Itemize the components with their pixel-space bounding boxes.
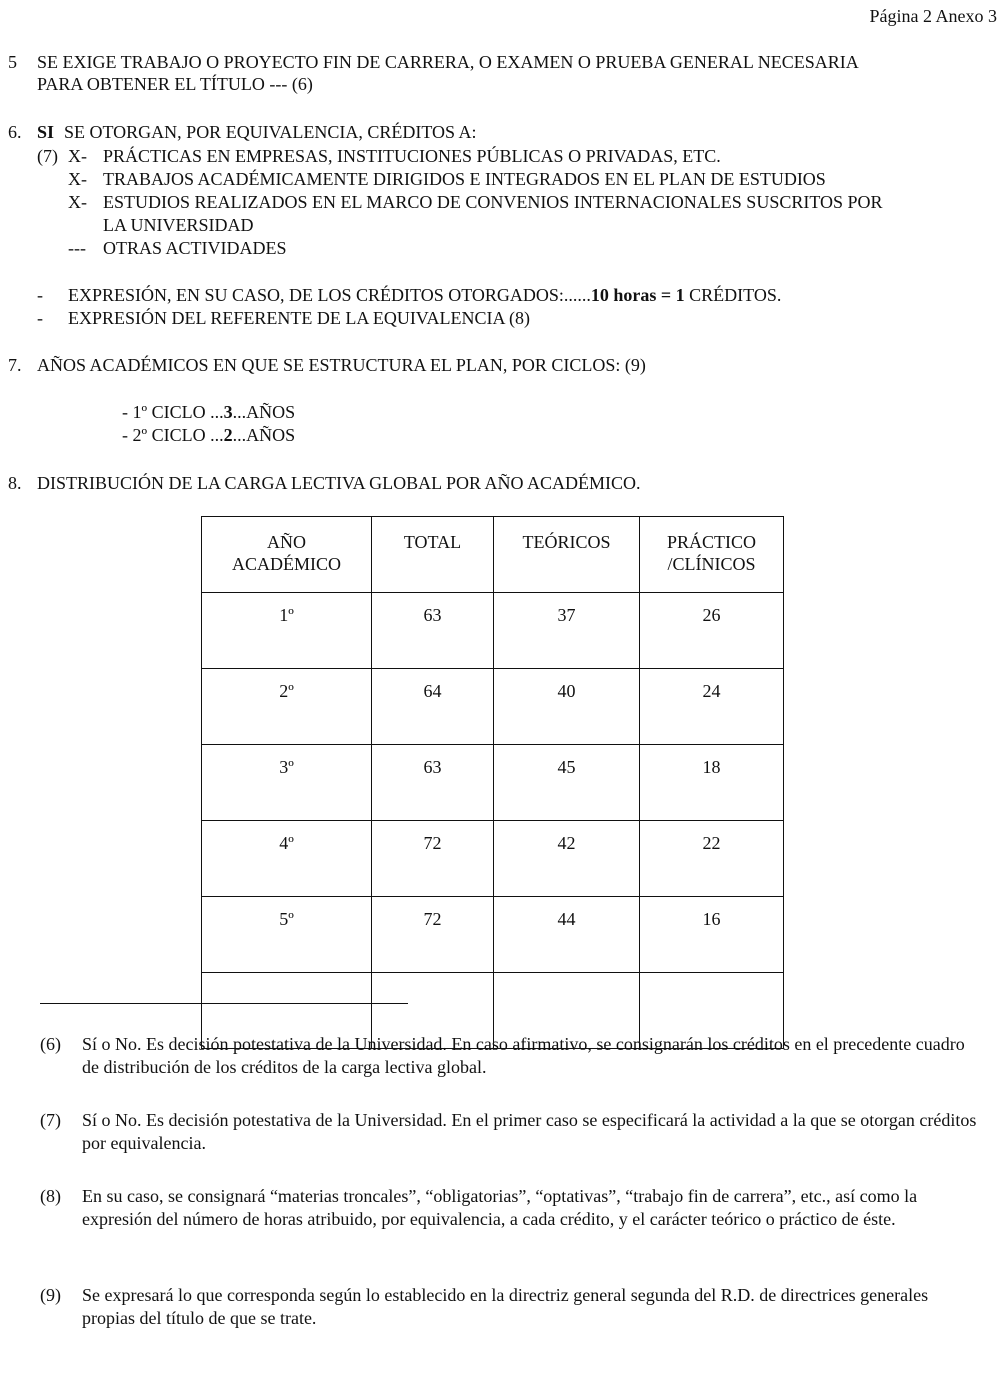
dash-marker: - (37, 308, 43, 328)
header-ano-academico (202, 517, 372, 593)
option-marker: X- (68, 146, 87, 166)
option-text: ESTUDIOS REALIZADOS EN EL MARCO DE CONVENIOS INTERNACIONALES SUSCRITOS POR (103, 192, 883, 212)
header-line: TOTAL (403, 532, 462, 552)
header-total (372, 517, 494, 593)
option-text: PRÁCTICAS EN EMPRESAS, INSTITUCIONES PÚBLICAS O PRIVADAS, ETC. (103, 146, 721, 166)
table-row (202, 593, 784, 669)
item5-line2: PARA OBTENER EL TÍTULO --- (6) (37, 74, 313, 94)
credits-expression-prefix: EXPRESIÓN, EN SU CASO, DE LOS CRÉDITOS OTORGADOS:...... (68, 285, 591, 305)
footnote-separator (40, 1003, 408, 1004)
option-marker: X- (68, 169, 87, 189)
table-cell: 72 (372, 821, 494, 897)
option-text: OTRAS ACTIVIDADES (103, 238, 287, 258)
table-cell: 44 (494, 897, 640, 973)
table-cell: 63 (372, 745, 494, 821)
footnote (40, 1109, 980, 1155)
item6-intro: SE OTORGAN, POR EQUIVALENCIA, CRÉDITOS A: (64, 122, 477, 142)
cycle-pre: - 2º CICLO ... (122, 425, 224, 445)
option-marker: X- (68, 192, 87, 212)
item8-number: 8. (8, 473, 22, 493)
table-cell: 16 (640, 897, 784, 973)
item7-title: AÑOS ACADÉMICOS EN QUE SE ESTRUCTURA EL PLAN, POR CICLOS: (9) (37, 355, 646, 375)
cycle-post: ...AÑOS (232, 425, 296, 445)
footnote-text: En su caso, se consignará “materias troncales”, “obligatorias”, “optativas”, “trabajo fin de carrera”, etc., así como la expresión del número de horas atribuido, por equivalencia, a cada crédito, y el carácter teórico o práctico de éste. (82, 1186, 918, 1229)
page-label: Página 2 Anexo 3 (869, 6, 997, 26)
header-line: ACADÉMICO (231, 554, 341, 574)
item5-line1: SE EXIGE TRABAJO O PROYECTO FIN DE CARRERA, O EXAMEN O PRUEBA GENERAL NECESARIA (37, 52, 859, 72)
cycle-post: ...AÑOS (232, 402, 296, 422)
table-cell: 63 (372, 593, 494, 669)
header-line: TEÓRICOS (522, 532, 611, 552)
table-cell: 72 (372, 897, 494, 973)
item8-title: DISTRIBUCIÓN DE LA CARGA LECTIVA GLOBAL POR AÑO ACADÉMICO. (37, 473, 641, 493)
cycle-line (122, 425, 295, 446)
footnote-text: Se expresará lo que corresponda según lo establecido en la directriz general segunda del R.D. de directrices generales propias del título de que se trate. (82, 1285, 929, 1328)
header-line: /CLÍNICOS (667, 554, 756, 574)
option-text-continued: LA UNIVERSIDAD (103, 215, 254, 235)
option-marker: --- (68, 238, 86, 258)
table-cell: 42 (494, 821, 640, 897)
table-cell: 4º (202, 821, 372, 897)
table-cell: 64 (372, 669, 494, 745)
footnote-mark: (6) (40, 1034, 61, 1054)
header-line: AÑO (267, 532, 306, 552)
table-row (202, 821, 784, 897)
table-row (202, 745, 784, 821)
table-cell: 1º (202, 593, 372, 669)
cycle-value: 3 (223, 402, 233, 422)
equivalence-reference: EXPRESIÓN DEL REFERENTE DE LA EQUIVALENCIA (8) (68, 308, 530, 328)
option-text: TRABAJOS ACADÉMICAMENTE DIRIGIDOS E INTEGRADOS EN EL PLAN DE ESTUDIOS (103, 169, 826, 189)
table-cell: 22 (640, 821, 784, 897)
cycle-value: 2 (223, 425, 233, 445)
footnote (40, 1033, 980, 1079)
table-header-row (202, 517, 784, 593)
cycle-pre: - 1º CICLO ... (122, 402, 224, 422)
table-cell: 18 (640, 745, 784, 821)
footnote-text: Sí o No. Es decisión potestativa de la Universidad. En caso afirmativo, se consignarán los créditos en el precedente cuadro de distribución de los créditos de la carga lectiva global. (82, 1034, 965, 1077)
footnote-mark: (9) (40, 1285, 61, 1305)
dash-marker: - (37, 285, 43, 305)
item7-number: 7. (8, 355, 22, 375)
credits-expression-suffix: CRÉDITOS. (689, 285, 782, 305)
header-teoricos (494, 517, 640, 593)
table-cell: 5º (202, 897, 372, 973)
table-cell: 26 (640, 593, 784, 669)
table-row (202, 669, 784, 745)
table-row (202, 897, 784, 973)
header-line: PRÁCTICO (666, 532, 756, 552)
cycle-line (122, 402, 295, 423)
credits-expression-value: 10 horas = 1 (590, 285, 685, 305)
footnote-mark: (7) (40, 1110, 61, 1130)
header-practico-clinicos (640, 517, 784, 593)
table-cell: 37 (494, 593, 640, 669)
item6-number: 6. (8, 122, 22, 142)
footnote-text: Sí o No. Es decisión potestativa de la Universidad. En el primer caso se especificará la actividad a la que se otorgan créditos por equivalencia. (82, 1110, 977, 1153)
credits-expression (68, 285, 781, 306)
table-cell: 45 (494, 745, 640, 821)
table-cell: 40 (494, 669, 640, 745)
item5-number: 5 (8, 52, 17, 72)
table-cell: 3º (202, 745, 372, 821)
footnote (40, 1284, 980, 1330)
footnote-mark: (8) (40, 1186, 61, 1206)
carga-lectiva-table (201, 516, 784, 1049)
footnote (40, 1185, 980, 1231)
table-cell: 2º (202, 669, 372, 745)
item6-si: SI (37, 122, 55, 142)
item6-ref: (7) (37, 146, 58, 166)
table-cell: 24 (640, 669, 784, 745)
